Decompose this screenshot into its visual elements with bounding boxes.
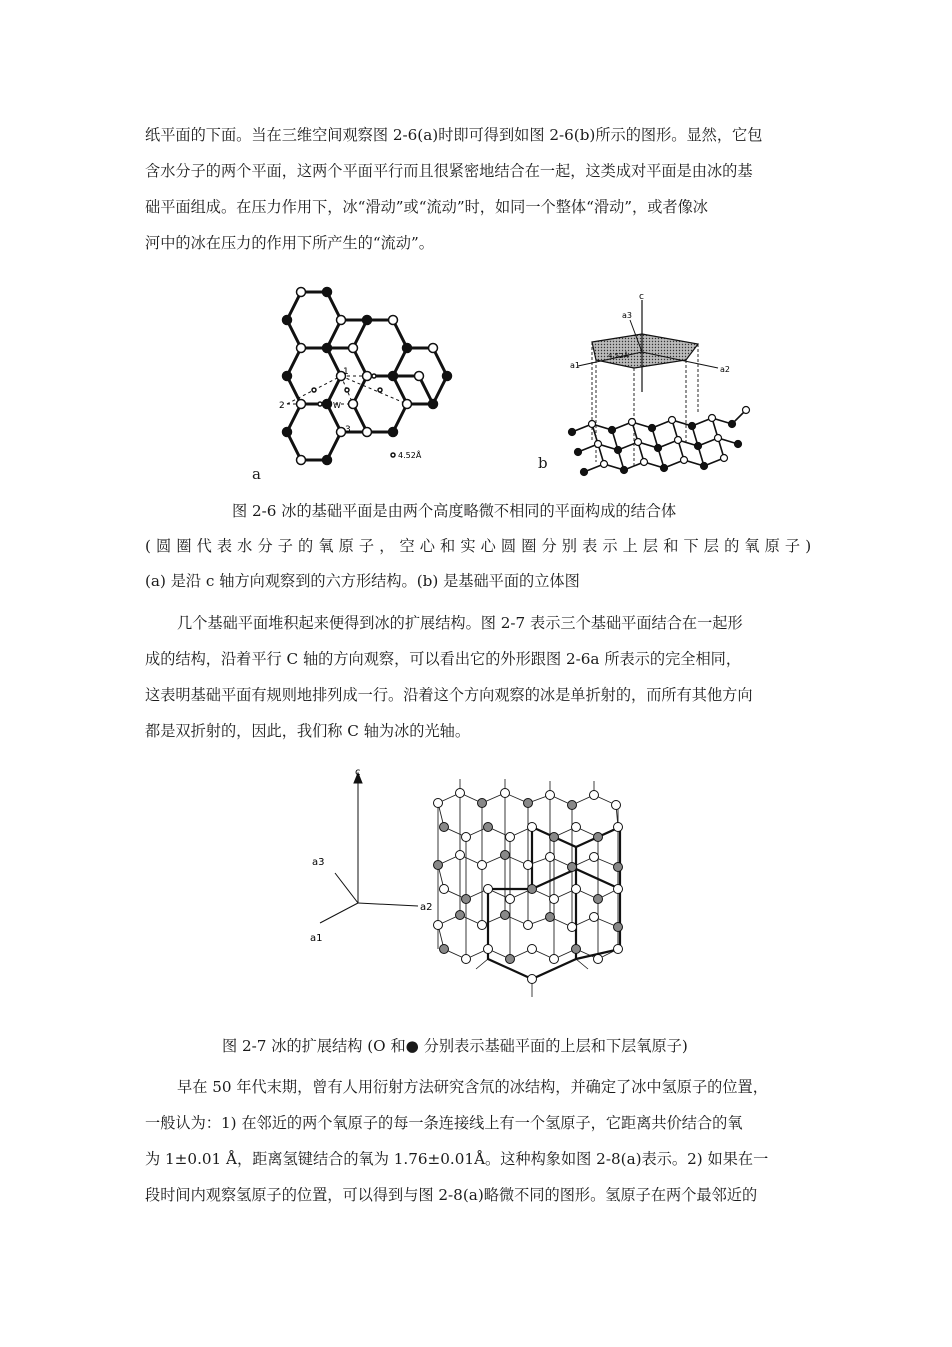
- axis-a2-label: a2: [420, 902, 433, 913]
- text-line: 一般认为：1) 在邻近的两个氧原子的每一条连接线上有一个氢原子，它距离共价结合的氧: [145, 1114, 743, 1132]
- text-line: 为 1±0.01 Å，距离氢键结合的氧为 1.76±0.01Å。这种构象如图 2-8(a)表示。2) 如果在一: [145, 1150, 769, 1168]
- panel-b-label: b: [538, 454, 548, 472]
- text-line: 这表明基础平面有规则地排列成一行。沿着这个方向观察的冰是单折射的，而所有其他方向: [145, 686, 753, 704]
- axis-a3-label: a3: [622, 311, 632, 320]
- paragraph-1: [145, 117, 813, 261]
- figure-2-6-caption-title: 图 2-6 冰的基础平面是由两个高度略微不相同的平面构成的结合体: [232, 502, 677, 520]
- text-line: 早在 50 年代末期，曾有人用衍射方法研究含氘的冰结构，并确定了冰中氢原子的位置，: [177, 1078, 768, 1096]
- text-line: 都是双折射的，因此，我们称 C 轴为冰的光轴。: [145, 722, 471, 740]
- dimension-label: 4.52Å: [608, 352, 629, 360]
- atom-label-3: 3: [345, 425, 351, 435]
- figure-2-6a: [255, 280, 465, 475]
- text-line: 纸平面的下面。当在三维空间观察图 2-6(a)时即可得到如图 2-6(b)所示的图形。显然，它包: [145, 126, 763, 144]
- figure-2-6-caption-note: (圆圈代表水分子的氧原子，空心和实心圆圈分别表示上层和下层的氧原子): [145, 537, 817, 555]
- panel-a-label: a: [252, 465, 261, 483]
- axis-c-label: c: [355, 767, 361, 778]
- ice-extended-structure-diagram: [300, 765, 645, 1010]
- text-line: 河中的冰在压力的作用下所产生的“流动”。: [145, 234, 434, 252]
- figure-2-7-caption: 图 2-7 冰的扩展结构 (O 和● 分别表示基础平面的上层和下层氧原子): [222, 1037, 688, 1055]
- scale-label: 4.52Å: [398, 451, 422, 460]
- text-line: 几个基础平面堆积起来便得到冰的扩展结构。图 2-7 表示三个基础平面结合在一起形: [177, 614, 743, 632]
- axis-c-label: c: [639, 292, 644, 302]
- figure-2-6-caption-detail: (a) 是沿 c 轴方向观察到的六方形结构。(b) 是基础平面的立体图: [145, 572, 580, 590]
- paragraph-2: [145, 605, 813, 749]
- axis-a1-label: a1: [570, 361, 580, 370]
- atom-label-2: 2: [279, 401, 285, 411]
- text-line: 成的结构，沿着平行 C 轴的方向观察，可以看出它的外形跟图 2-6a 所表示的完全相同，: [145, 650, 742, 668]
- atom-label-1: 1: [343, 367, 349, 377]
- axis-a3-label: a3: [312, 857, 325, 868]
- axis-a1-label: a1: [310, 933, 323, 944]
- figure-2-6b: [558, 292, 758, 477]
- figure-2-7: [300, 765, 645, 1010]
- basal-plane-3d-diagram: [558, 292, 758, 477]
- text-line: 含水分子的两个平面，这两个平面平行而且很紧密地结合在一起，这类成对平面是由冰的基: [145, 162, 753, 180]
- hexagonal-lattice-diagram: [255, 280, 465, 475]
- paragraph-3: [145, 1069, 813, 1213]
- text-line: 础平面组成。在压力作用下，冰“滑动”或“流动”时，如同一个整体“滑动”，或者像冰: [145, 198, 708, 216]
- axis-a2-label: a2: [720, 365, 730, 374]
- atom-label-w: W: [333, 401, 341, 410]
- text-line: 段时间内观察氢原子的位置，可以得到与图 2-8(a)略微不同的图形。氢原子在两个最邻近的: [145, 1186, 758, 1204]
